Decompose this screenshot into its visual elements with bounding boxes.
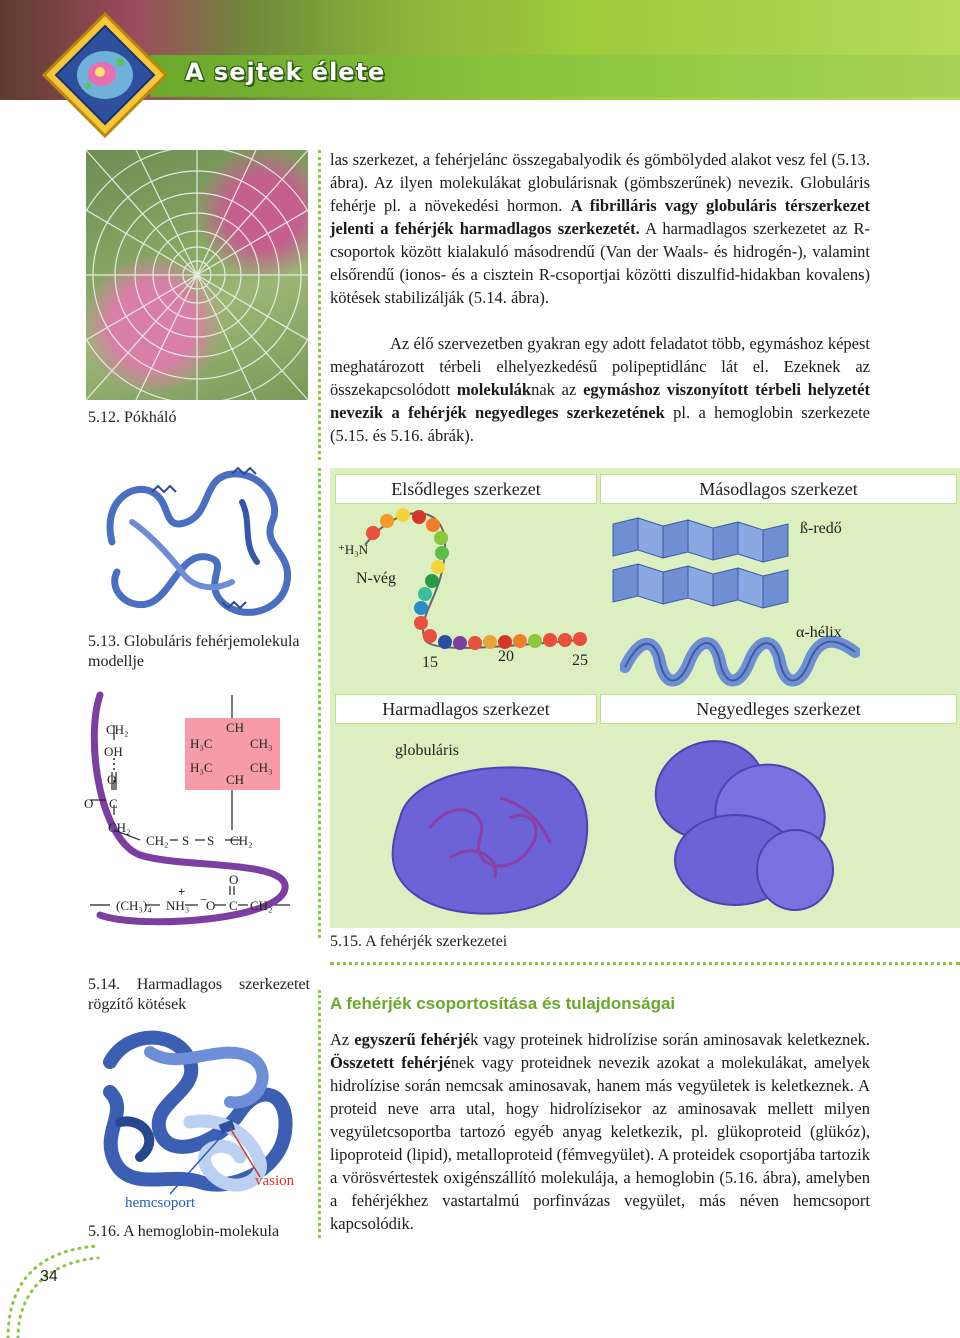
tertiary-globule [380, 758, 600, 923]
label-beta-sheet: ß-redő [800, 520, 842, 537]
globular-protein-model [92, 462, 312, 632]
chem-plus: + [178, 884, 186, 899]
amino-acid-chain [335, 505, 595, 685]
tab-secondary-structure: Másodlagos szerkezet [600, 474, 957, 504]
tab-tertiary-structure: Harmadlagos szerkezet [335, 694, 597, 724]
chem-o-top: O [229, 872, 239, 887]
chem-s2: S [207, 833, 215, 848]
chem-minus: − [200, 892, 208, 907]
chem-nh3: NH₃ [166, 898, 190, 913]
chem-c-ester: C [109, 796, 118, 811]
chem-s1: S [182, 833, 190, 848]
caption-5-16: 5.16. A hemoglobin-molekula [88, 1223, 280, 1240]
caption-5-13: 5.13. Globuláris fehérjemolekula modellje [88, 633, 300, 670]
label-position-25: 25 [572, 652, 588, 669]
tab-primary-structure: Elsődleges szerkezet [335, 474, 597, 504]
label-h3n: ⁺H₃N [338, 542, 369, 557]
cell-badge-icon [40, 10, 170, 140]
page-corner-decoration [0, 1240, 100, 1338]
paragraph-quaternary: Az élő szervezetben gyakran egy adott feladatot több, egymáshoz képest meghatározott térbeli elhelyezkedésű polipeptidlánc lát el. Ezeknek az összekapcsolódott molekuláknak az egymáshoz viszonyított térbeli helyzetét nevezik a fehérjék negyedleges szerkezetének pl. a hemoglobin szerkezete (5.15. és 5.16. ábrák). [330, 334, 870, 445]
section-divider [330, 962, 960, 965]
label-globular: globuláris [395, 742, 459, 759]
page-number: 34 [40, 1268, 58, 1285]
chem-ch2-mid: CH₂ [108, 820, 131, 835]
spider-web-photo [86, 150, 308, 400]
caption-5-12: 5.12. Pókháló [88, 409, 177, 426]
quaternary-structure [640, 730, 840, 920]
tab-quaternary-structure: Negyedleges szerkezet [600, 694, 957, 724]
label-iron: vasion [255, 1173, 295, 1189]
label-alpha-helix: α-hélix [796, 624, 842, 641]
column-separator [318, 990, 321, 1238]
chem-o-left: O [84, 796, 94, 811]
chem-o-dotted: O [107, 772, 117, 787]
chem-ch3-4: (CH₃)₄ [116, 898, 152, 913]
label-heme-group: hemcsoport [125, 1195, 195, 1211]
chem-o-ion: O [206, 898, 216, 913]
paragraph-tertiary: las szerkezet, a fehérjelánc összegabalyodik és gömbölyded alakot vesz fel (5.13. ábra). Az ilyen molekulákat globulárisnak (gömbszerűnek) nevezik. Globuláris fehérje pl. a növekedési hormon. A fibrilláris vagy globuláris térszerkezet jelenti a fehérjék harmadlagos szerkezetét. A harmadlagos szerkezetet az R-csoportok között kialakuló másodrendű (Van der Waals- és hidrogén-), valamint elsőrendű (ionos- és a cisztein R-csoportjai közötti diszulfid-hidakban kovalens) kötések stabilizálják (5.14. ábra). [330, 150, 870, 307]
chem-c-ion: C [229, 898, 238, 913]
chem-h3c-1: H₃C [190, 736, 213, 751]
beta-sheet [608, 512, 808, 612]
label-position-15: 15 [422, 654, 438, 671]
chem-ch3-2: CH₃ [250, 760, 273, 775]
chem-ch2-s1: CH₂ [146, 833, 169, 848]
chem-ch2-top: CH₂ [106, 722, 129, 737]
section-heading: A fehérjék csoportosítása és tulajdonságai [330, 994, 676, 1013]
page-header [0, 0, 960, 150]
paragraph-protein-classification: Az egyszerű fehérjék vagy proteinek hidrolízise során aminosavak keletkeznek. Összetett fehérjének vagy proteidnek nevezik azokat a molekulákat, amelyek hidrolízise során nemcsak aminosavak, hanem más vegyületek is keletkeznek. A proteid neve arra utal, hogy hidrolízisekor az aminosavak mellett milyen vegyületcsoportba tartozó egyéb anyag keletkezik, pl. glükoproteid (glükóz), lipoproteid (lipid), metalloproteid (fémvegyület). A proteidek csoportjába tartozik a vörösvértestek oxigénszállító molekulája, a hemoglobin (5.16. ábra), amelyben a fehérjékhez vastartalmú porfinvázas vegyület, más néven hemcsoport kapcsolódik. [330, 1030, 871, 1233]
column-separator [318, 468, 321, 938]
caption-5-14: 5.14. Harmadlagos szerkezetet rögzítő kötések [88, 976, 310, 1013]
label-n-terminal: N-vég [356, 570, 396, 587]
chem-ch2-s2: CH₂ [230, 833, 253, 848]
label-position-20: 20 [498, 648, 514, 665]
chapter-title: A sejtek élete [185, 58, 386, 86]
column-separator [318, 150, 321, 460]
chem-ch2-ion: CH₂ [250, 898, 273, 913]
chem-ch-bot: CH [226, 772, 245, 787]
spider-web-icon [86, 150, 308, 400]
chem-ch3-1: CH₃ [250, 736, 273, 751]
chem-ch-top: CH [226, 720, 245, 735]
chem-oh: OH [104, 744, 123, 759]
chem-h3c-2: H₃C [190, 760, 213, 775]
caption-5-15: 5.15. A fehérjék szerkezetei [330, 933, 508, 950]
